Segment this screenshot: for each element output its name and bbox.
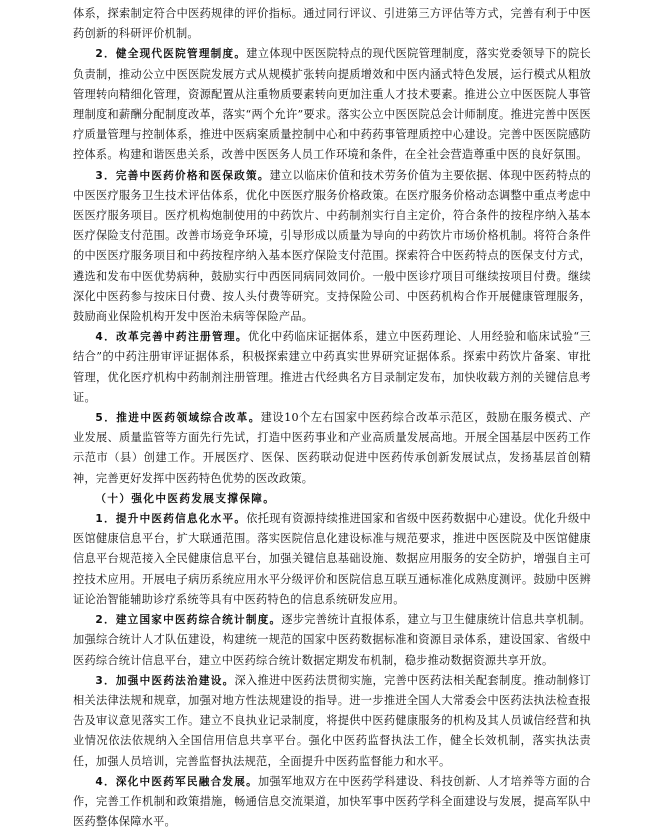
paragraph-item-informatization [73, 509, 591, 610]
paragraph-text: 建设10个左右国家中医药综合改革示范区，鼓励在服务模式、产业发展、质量监管等方面先行先试，打造中医药事业和产业高质量发展高地。开展全国基层中医药工作示范市（县）创建工作。开展医疗、医保、医药联动促进中医药传承创新发展试点，发扬基层首创精神，完善更好发挥中医药特色优势的医改政策。 [73, 411, 591, 485]
paragraph-heading: 2．建立国家中医药综合统计制度。 [95, 614, 282, 627]
paragraph-item-reform [73, 408, 591, 489]
paragraph-text: 逐步完善统计直报体系，建立与卫生健康统计信息共享机制。加强综合统计人才队伍建设，构建统一规范的国家中医药数据标准和资源目录体系，建设国家、省级中医药综合统计信息平台，建立中医药综合统计数据定期发布机制，稳步推动数据资源共享开放。 [73, 613, 591, 667]
paragraph-heading: 1．提升中医药信息化水平。 [95, 513, 247, 526]
paragraph-heading: 3．加强中医药法治建设。 [95, 674, 235, 687]
paragraph-text: 加强军地双方在中医药学科建设、科技创新、人才培养等方面的合作，完善工作机制和政策措施，畅通信息交流渠道，加快军事中医药学科全面建设与发展，提高军队中医药整体保障水平。 [73, 774, 591, 829]
paragraph-heading: 2．健全现代医院管理制度。 [95, 48, 247, 61]
paragraph-text: 依托现有资源持续推进国家和省级中医药数据中心建设。优化升级中医馆健康信息平台，扩大联通范围。落实医院信息化建设标准与规范要求，推进中医医院及中医馆健康信息平台规范接入全民健康信息平台，加强关键信息基础设施、数据应用服务的安全防护，增强自主可控技术应用。开展电子病历系统应用水平分级评价和医院信息互联互通标准化成熟度测评。鼓励中医辨证论治智能辅助诊疗系统等具有中医药特色的信息系统研发应用。 [73, 512, 591, 606]
paragraph-heading: 4．改革完善中药注册管理。 [95, 331, 248, 344]
paragraph-continuation [73, 4, 591, 44]
paragraph-item-statistics [73, 610, 591, 671]
document-page [73, 4, 591, 829]
paragraph-text: 优化中药临床证据体系，建立中医药理论、人用经验和临床试验“三结合”的中药注册审评证据体系，积极探索建立中药真实世界研究证据体系。探索中药饮片备案、审批管理，优化医疗机构中药制剂注册管理。推进古代经典名方目录制定发布，加快收载方剂的关键信息考证。 [73, 330, 591, 404]
paragraph-heading: 4．深化中医药军民融合发展。 [95, 775, 258, 788]
paragraph-item-management-system [73, 44, 591, 165]
paragraph-heading: 5．推进中医药领域综合改革。 [95, 412, 261, 425]
paragraph-item-price-insurance [73, 166, 591, 328]
paragraph-heading: 3．完善中医药价格和医保政策。 [95, 169, 270, 182]
section-heading [73, 489, 591, 509]
paragraph-text: 建立以临床价值和技术劳务价值为主要依据、体现中医药特点的中医医疗服务卫生技术评估体系，优化中医医疗服务价格政策。在医疗服务价格动态调整中重点考虑中医医疗服务项目。医疗机构炮制使用的中药饮片、中药制剂实行自主定价，符合条件的按程序纳入基本医疗保险支付范围。改善市场竞争环境，引导形成以质量为导向的中药饮片市场价格机制。将符合条件的中医医疗服务项目和中药按程序纳入基本医疗保险支付范围。探索符合中医药特点的医保支付方式，遴选和发布中医优势病种，鼓励实行中西医同病同效同价。一般中医诊疗项目可继续按项目付费。继续深化中医药参与按床日付费、按人头付费等研究。支持保险公司、中医药机构合作开展健康管理服务，鼓励商业保险机构开发中医治未病等保险产品。 [73, 168, 591, 324]
paragraph-item-registration [73, 327, 591, 408]
paragraph-text: 体系，探索制定符合中医药规律的评价指标。通过同行评议、引进第三方评估等方式，完善有利于中医药创新的科研评价机制。 [73, 7, 591, 41]
paragraph-item-military-civilian [73, 772, 591, 832]
section-heading-text: （十）强化中医药发展支撑保障。 [95, 492, 276, 505]
paragraph-text: 深入推进中医药法贯彻实施，完善中医药法相关配套制度。推动制修订相关法律法规和规章，加强对地方性法规建设的指导。进一步推进全国人大常委会中医药法执法检查报告及审议意见落实工作。建立不良执业记录制度，将提供中医药健康服务的机构及其人员诚信经营和执业情况依法依规纳入全国信用信息共享平台。强化中医药监督执法工作，健全长效机制，落实执法责任，加强人员培训，完善监督执法规范，全面提升中医药监督能力和水平。 [73, 673, 591, 768]
paragraph-item-legal [73, 671, 591, 772]
paragraph-text: 建立体现中医医院特点的现代医院管理制度，落实党委领导下的院长负责制，推动公立中医医院发展方式从规模扩张转向提质增效和中医内涵式特色发展，运行模式从粗放管理转向精细化管理，资源配置从注重物质要素转向更加注重人才技术要素。推进公立中医医院人事管理制度和薪酬分配制度改革，落实“两个允许”要求。落实公立中医医院总会计师制度。推进完善中医医疗质量管理与控制体系，推进中医病案质量控制中心和中药药事管理质控中心建设。完善中医医院感防控体系。构建和谐医患关系，改善中医医务人员工作环境和条件，在全社会营造尊重中医的良好氛围。 [73, 47, 591, 162]
